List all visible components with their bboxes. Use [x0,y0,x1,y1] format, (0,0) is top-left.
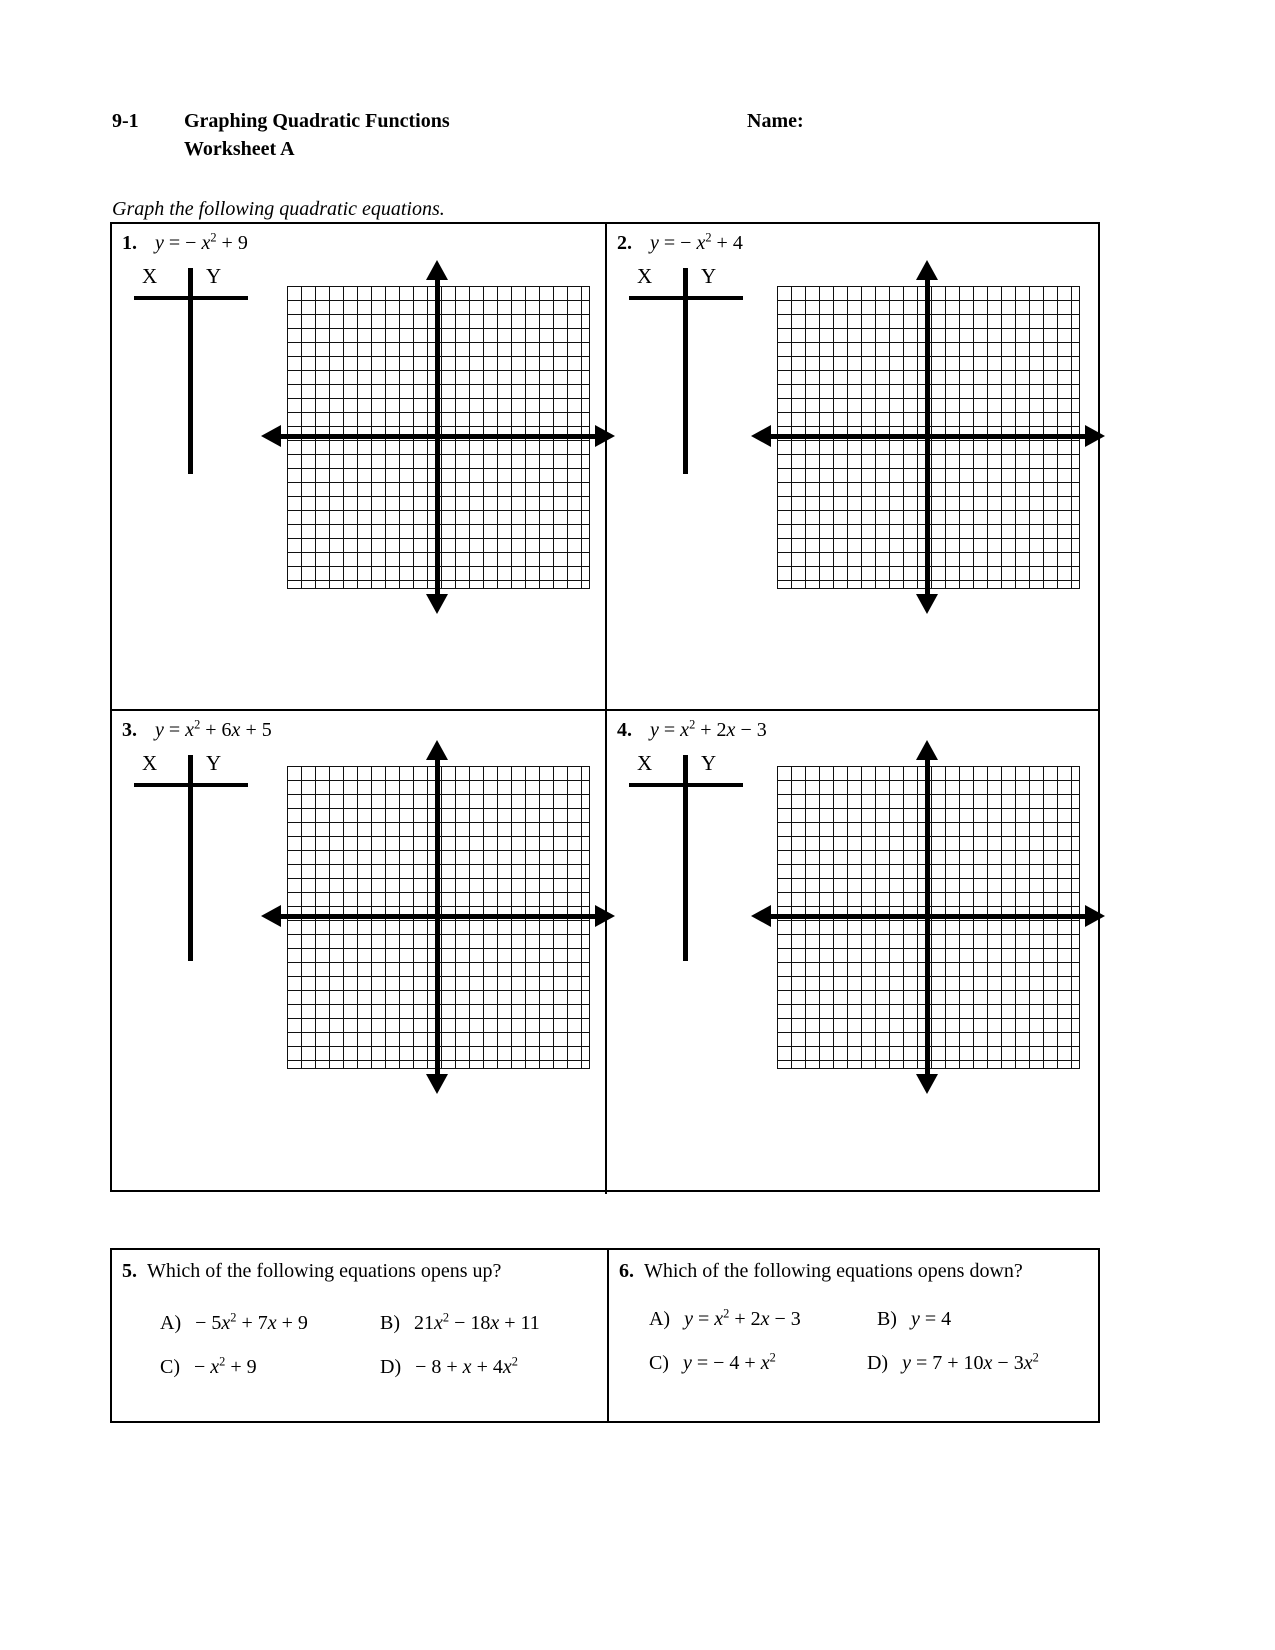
xy-header-y: Y [701,751,717,775]
x-axis-left-arrow-icon [751,425,771,447]
option-expression: − $x^2 + 9$ [194,1354,257,1378]
xy-header-y: Y [206,264,222,288]
problem-cell-4 [605,711,1098,1194]
problem-cell-3 [112,711,605,1194]
y-axis-down-arrow-icon [426,594,448,614]
page-header [112,110,1112,161]
problem-2-expression: y = − $x^2 + 4$ [650,230,743,254]
question-5-options [122,1312,603,1400]
xy-table-4[interactable] [629,751,749,961]
y-axis-line [435,272,440,602]
problem-3-equation [122,719,272,742]
graph-grid-3[interactable] [287,766,590,1069]
question-6-option-c[interactable] [649,1352,776,1375]
xy-vertical-rule [683,268,688,474]
option-label: A) [160,1312,182,1334]
lesson-number: 9-1 [112,110,139,132]
question-5-number: 5. [122,1260,137,1282]
worksheet-subtitle: Worksheet A [184,138,295,160]
graph-grid-2[interactable] [777,286,1080,589]
x-axis-left-arrow-icon [261,425,281,447]
x-axis-right-arrow-icon [1085,425,1105,447]
problem-4-equation [617,719,767,742]
y-axis-down-arrow-icon [916,1074,938,1094]
option-expression: y = 4 [910,1308,952,1330]
graph-grid-4[interactable] [777,766,1080,1069]
y-axis-line [435,752,440,1082]
y-axis-up-arrow-icon [426,260,448,280]
question-6-option-b[interactable] [877,1308,951,1331]
option-label: C) [648,1352,669,1374]
problems-table [110,222,1100,1192]
y-axis-up-arrow-icon [916,740,938,760]
problem-4-expression: $y = x^2 + 2x - 3$ [650,717,767,741]
option-expression: $y = x^2 + 2x - 3$ [684,1306,801,1330]
option-label: A) [648,1308,671,1330]
question-5-prompt [122,1260,601,1282]
question-6-options-row-2 [619,1352,1094,1396]
question-5-text: Which of the following equations opens up? [147,1260,502,1282]
option-label: D) [380,1356,402,1378]
question-5-option-a[interactable] [160,1312,308,1335]
question-5-options-row-1 [122,1312,603,1356]
y-axis-down-arrow-icon [426,1074,448,1094]
problems-row-1 [112,224,1098,709]
x-axis-left-arrow-icon [751,905,771,927]
y-axis-up-arrow-icon [916,260,938,280]
question-6-number: 6. [618,1260,634,1282]
question-5-options-row-2 [122,1356,603,1400]
problem-3-number: 3. [122,719,137,741]
question-6-option-a[interactable] [649,1308,801,1331]
problem-cell-2 [605,224,1098,709]
option-label: B) [876,1308,897,1330]
question-6-prompt [619,1260,1092,1282]
problem-1-number: 1. [122,232,137,254]
multiple-choice-table [110,1248,1100,1423]
problem-3-expression: $y = x^2 + 6x + 5$ [155,717,272,741]
y-axis-down-arrow-icon [916,594,938,614]
x-axis-left-arrow-icon [261,905,281,927]
option-expression: − $8 + x + 4x^2$ [415,1354,518,1378]
y-axis-line [925,752,930,1082]
name-label: Name: [747,110,804,132]
xy-header-x: X [637,264,653,288]
xy-table-2[interactable] [629,264,749,474]
xy-table-1[interactable] [134,264,254,474]
y-axis-up-arrow-icon [426,740,448,760]
xy-vertical-rule [188,755,193,961]
option-label: D) [866,1352,889,1374]
xy-vertical-rule [188,268,193,474]
xy-table-3[interactable] [134,751,254,961]
option-expression: y = − $4 + x^2$ [682,1350,776,1374]
x-axis-right-arrow-icon [1085,905,1105,927]
y-axis-line [925,272,930,602]
question-5-cell [112,1250,607,1421]
xy-header-x: X [637,751,653,775]
xy-header-y: Y [701,264,717,288]
problem-2-number: 2. [617,232,632,254]
question-6-option-d[interactable] [867,1352,1039,1375]
page-title: Graphing Quadratic Functions [184,110,450,132]
option-label: B) [380,1312,400,1334]
problems-row-2 [112,709,1098,1194]
question-5-option-b[interactable] [380,1312,540,1335]
question-6-options [619,1308,1094,1396]
problem-cell-1 [112,224,605,709]
xy-header-y: Y [206,751,222,775]
graph-grid-1[interactable] [287,286,590,589]
xy-vertical-rule [683,755,688,961]
question-6-text: Which of the following equations opens down? [643,1260,1023,1282]
question-5-option-d[interactable] [380,1356,518,1379]
problem-4-number: 4. [617,719,632,741]
question-5-option-c[interactable] [160,1356,257,1379]
option-expression: − $5x^2 + 7x + 9$ [195,1310,308,1334]
instructions-text: Graph the following quadratic equations. [112,198,445,220]
xy-header-x: X [142,751,158,775]
option-expression: $21x^2 - 18x + 11$ [414,1310,540,1334]
problem-2-equation [617,232,743,255]
xy-header-x: X [142,264,158,288]
question-6-options-row-1 [619,1308,1094,1352]
option-label: C) [160,1356,180,1378]
problem-1-expression: y = − $x^2 + 9$ [155,230,248,254]
question-6-cell [607,1250,1098,1421]
option-expression: $y = 7 + 10x - 3x^2$ [902,1350,1039,1374]
problem-1-equation [122,232,248,255]
